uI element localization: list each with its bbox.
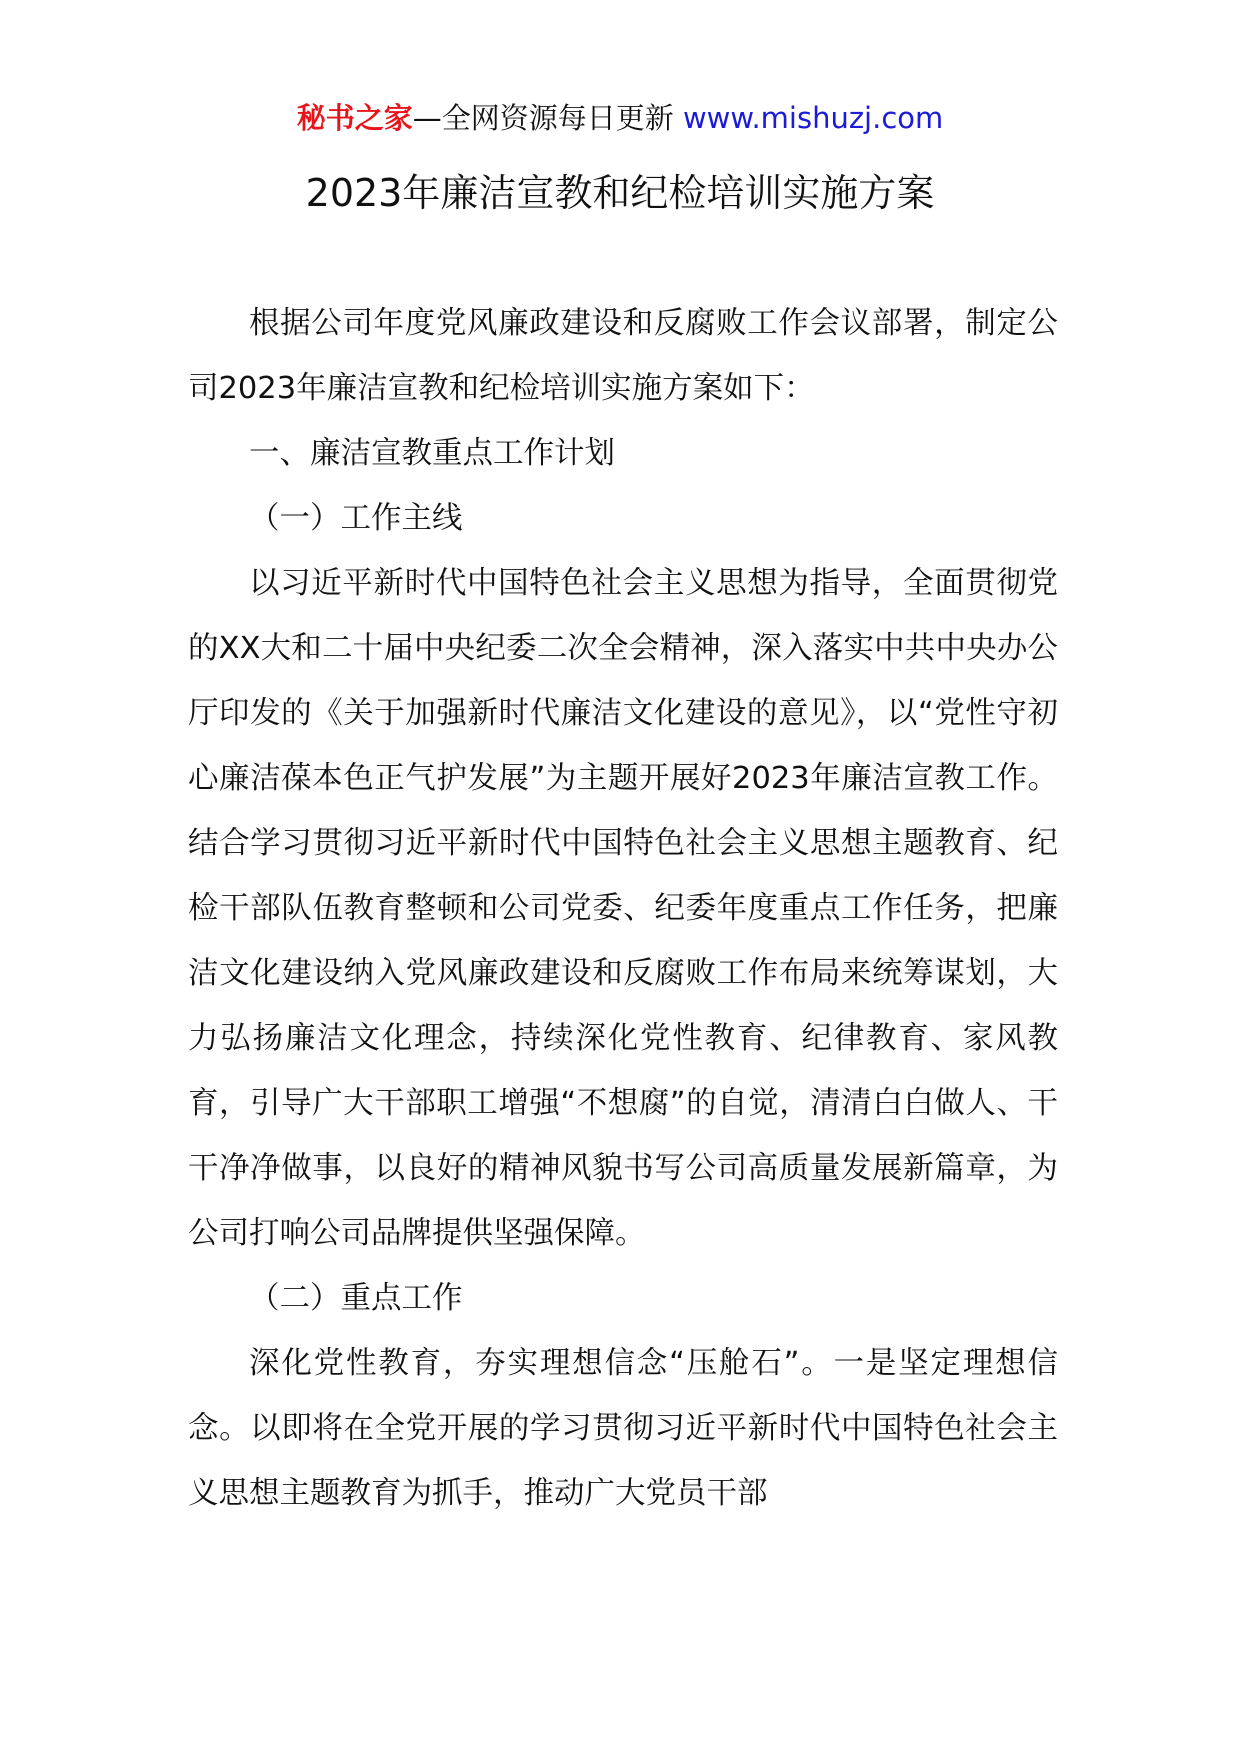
document-title: 2023年廉洁宣教和纪检培训实施方案: [305, 171, 935, 215]
site-url-link[interactable]: www.mishuzj.com: [682, 101, 944, 135]
document-body: [188, 291, 1058, 1526]
site-brand: 秘书之家: [296, 101, 413, 135]
site-header: [0, 98, 1240, 138]
subsection-heading: （一）工作主线: [249, 501, 463, 536]
body-paragraph: 以习近平新时代中国特色社会主义思想为指导，全面贯彻党的XX大和二十届中央纪委二次全会精神，深入落实中共中央办公厅印发的《关于加强新时代廉洁文化建设的意见》，以“党性守初心廉洁葆本色正气护发展”为主题开展好2023年廉洁宣教工作。结合学习贯彻习近平新时代中国特色社会主义思想主题教育、纪检干部队伍教育整顿和公司党委、纪委年度重点工作任务，把廉洁文化建设纳入党风廉政建设和反腐败工作布局来统筹谋划，大力弘扬廉洁文化理念，持续深化党性教育、纪律教育、家风教育，引导广大干部职工增强“不想腐”的自觉，清清白白做人、干干净净做事，以良好的精神风貌书写公司高质量发展新篇章，为公司打响公司品牌提供坚强保障。: [188, 566, 1058, 1251]
intro-paragraph: 根据公司年度党风廉政建设和反腐败工作会议部署，制定公司2023年廉洁宣教和纪检培训实施方案如下：: [188, 306, 1058, 406]
body-paragraph: 深化党性教育，夯实理想信念“压舱石”。一是坚定理想信念。以即将在全党开展的学习贯彻习近平新时代中国特色社会主义思想主题教育为抓手，推动广大党员干部: [188, 1346, 1058, 1511]
site-tagline: —全网资源每日更新: [412, 101, 674, 135]
section-heading: 一、廉洁宣教重点工作计划: [249, 436, 615, 471]
subsection-heading: （二）重点工作: [249, 1281, 463, 1316]
